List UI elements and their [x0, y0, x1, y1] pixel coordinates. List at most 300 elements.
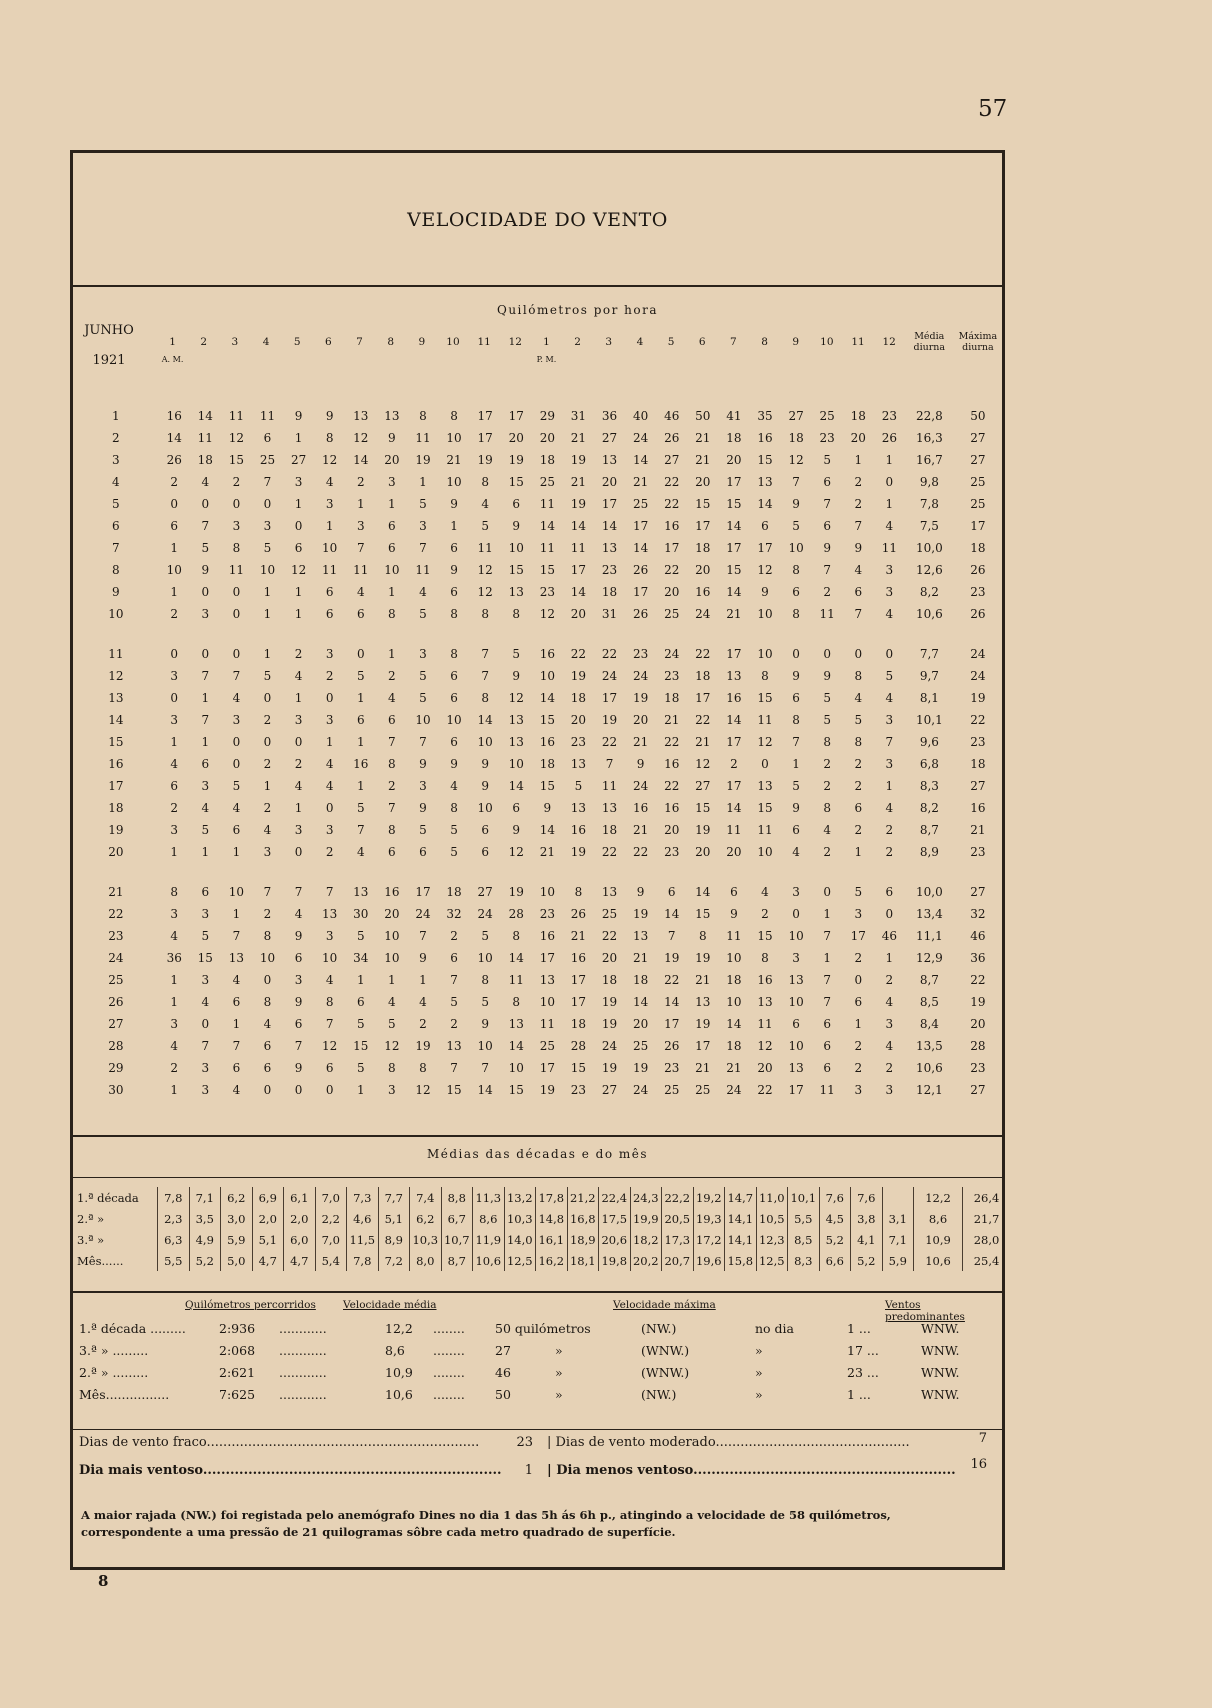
footnote: A maior rajada (NW.) foi registada pelo anemógrafo Dines no dia 1 das 5h ás 6h p., atingindo a velocidade de 58 quilómetros, correspondente a uma pressão de 21 quilogramas sôbre cada metro quadrado de superfície. [81, 1508, 891, 1539]
hour-subheader-cell [718, 353, 749, 365]
medias-top-rule [73, 1177, 1002, 1178]
hour-value-cell: 19 [570, 845, 587, 859]
media-diurna-cell: 8,1 [919, 691, 939, 705]
hour-value-cell: 32 [446, 907, 462, 921]
hour-value-cell: 6 [761, 519, 769, 533]
hour-value-cell: 6 [263, 1039, 272, 1053]
hour-value-cell: 16 [664, 757, 680, 771]
hour-value-cell: 21 [632, 951, 649, 965]
hour-value-cell: 9 [512, 669, 521, 683]
table-row [73, 1229, 1010, 1250]
hour-value-cell: 7 [325, 1017, 334, 1031]
hour-value-cell: 0 [294, 845, 303, 859]
hour-value-cell: 4 [885, 801, 894, 815]
hour-value-cell: 17 [726, 647, 742, 661]
day-cell: 9 [112, 585, 120, 599]
hour-value-cell: 21 [539, 845, 555, 859]
hour-value-cell: 12 [415, 1083, 431, 1097]
hour-value-cell: 4 [232, 1083, 241, 1097]
hour-value-cell: 5 [823, 713, 831, 727]
hour-value-cell: 1 [232, 1017, 241, 1031]
hour-subheader-cell: A. M. [161, 354, 184, 364]
hour-value-cell: 0 [170, 497, 179, 511]
hour-value-cell: 13 [757, 995, 773, 1009]
hour-value-cell: 0 [263, 973, 272, 987]
hour-value-cell: 13 [632, 929, 649, 943]
hour-value-cell: 6 [854, 801, 863, 815]
hour-value-cell: 29 [539, 409, 555, 423]
hour-value-cell: 36 [601, 409, 618, 423]
hour-value-cell: 7 [667, 929, 676, 943]
maxima-diurna-cell: 50 [970, 409, 986, 423]
hour-header-table [157, 331, 1002, 365]
maxima-diurna-cell: 22 [970, 713, 986, 727]
hour-value-cell: 6 [294, 951, 303, 965]
hour-value-cell: 15 [508, 563, 524, 577]
hour-value-cell: 16 [539, 929, 555, 943]
hour-value-cell: 1 [792, 757, 800, 771]
hour-value-cell: 2 [263, 801, 272, 815]
hour-value-cell: 6 [512, 801, 521, 815]
hour-value-cell: 1 [388, 647, 396, 661]
hour-value-cell: 1 [325, 519, 334, 533]
hour-value-cell: 10 [415, 713, 431, 727]
table-row [73, 925, 1002, 947]
hour-value-cell: 13 [508, 713, 524, 727]
hour-value-cell: 9 [481, 1017, 489, 1031]
hour-value-cell: 8 [574, 885, 583, 899]
hour-value-cell: 10 [726, 995, 742, 1009]
hour-value-cell: 9 [450, 563, 458, 577]
hour-value-cell: 18 [726, 973, 742, 987]
average-cell: 20,2 [630, 1250, 662, 1271]
hour-value-cell: 0 [232, 607, 241, 621]
hour-value-cell: 20 [601, 951, 618, 965]
hour-value-cell: 6 [356, 713, 365, 727]
hour-value-cell: 10 [477, 1039, 493, 1053]
hour-value-cell: 3 [170, 1017, 179, 1031]
hour-value-cell: 3 [885, 585, 894, 599]
ventos-header: Ventos predominantes [885, 1299, 965, 1323]
hour-value-cell: 18 [570, 691, 587, 705]
hour-value-cell: 1 [356, 735, 365, 749]
hour-value-cell: 17 [508, 409, 524, 423]
hour-value-cell: 11 [881, 541, 897, 555]
hour-value-cell: 4 [232, 801, 241, 815]
hour-value-cell: 21 [695, 735, 711, 749]
hour-value-cell: 2 [263, 713, 272, 727]
km-value: 2:621 [219, 1365, 256, 1380]
hour-value-cell: 3 [170, 907, 179, 921]
hour-value-cell: 2 [823, 845, 831, 859]
hour-value-cell: 17 [415, 885, 431, 899]
average-cell: 18,9 [567, 1229, 599, 1250]
hour-value-cell: 2 [823, 779, 831, 793]
hour-value-cell: 6 [232, 1061, 241, 1075]
hour-value-cell: 18 [601, 823, 618, 837]
hour-value-cell: 9 [636, 885, 645, 899]
hour-value-cell: 31 [570, 409, 587, 423]
maxima-diurna-cell: 27 [970, 453, 986, 467]
table-row [73, 969, 1002, 991]
media-diurna-cell: 8,2 [919, 585, 939, 599]
average-cell: 22,2 [662, 1187, 694, 1208]
hour-value-cell: 8 [761, 669, 769, 683]
hour-value-cell: 8 [388, 607, 396, 621]
hour-value-cell: 19 [695, 823, 711, 837]
average-cell: 20,5 [662, 1208, 694, 1229]
hour-value-cell: 2 [325, 669, 334, 683]
average-cell: 6,7 [441, 1208, 473, 1229]
hour-subheader-cell [219, 353, 250, 365]
table-row [73, 991, 1002, 1013]
hour-value-cell: 2 [854, 779, 863, 793]
hour-value-cell: 3 [325, 497, 334, 511]
hour-value-cell: 35 [757, 409, 773, 423]
hour-value-cell: 6 [885, 885, 894, 899]
hour-header-cell: 12 [882, 336, 896, 348]
table-row [73, 731, 1002, 753]
hour-value-cell: 11 [757, 1017, 773, 1031]
hour-value-cell: 9 [512, 519, 521, 533]
hour-value-cell: 7 [356, 823, 365, 837]
hour-value-cell: 20 [850, 431, 866, 445]
hour-value-cell: 17 [477, 431, 493, 445]
hour-value-cell: 8 [698, 929, 707, 943]
hour-value-cell: 25 [601, 907, 618, 921]
hour-value-cell: 14 [632, 453, 649, 467]
hour-value-cell: 4 [294, 669, 303, 683]
hour-value-cell: 2 [294, 647, 303, 661]
hour-subheader-cell [593, 353, 624, 365]
hour-value-cell: 2 [232, 475, 241, 489]
hour-value-cell: 3 [232, 519, 241, 533]
hour-value-cell: 11 [757, 713, 773, 727]
hour-value-cell: 7 [823, 929, 831, 943]
hour-value-cell: 27 [477, 885, 493, 899]
average-cell: 10,5 [756, 1208, 788, 1229]
hour-value-cell: 12 [228, 431, 245, 445]
hour-value-cell: 0 [170, 647, 179, 661]
hour-value-cell: 6 [388, 519, 396, 533]
hour-value-cell: 21 [570, 929, 587, 943]
average-cell: 18,1 [567, 1250, 599, 1271]
average-cell: 11,3 [473, 1187, 505, 1208]
table-row [73, 947, 1002, 969]
hour-value-cell: 16 [353, 757, 369, 771]
hour-value-cell: 1 [356, 973, 365, 987]
hour-value-cell: 20 [384, 453, 400, 467]
hour-value-cell: 11 [508, 973, 524, 987]
hour-value-cell: 1 [294, 691, 303, 705]
day-cell: 23 [108, 929, 124, 943]
hour-value-cell: 9 [792, 669, 800, 683]
maxima-diurna-cell: 23 [970, 735, 986, 749]
leader-dots: ........ [433, 1387, 465, 1402]
hour-value-cell: 22 [695, 713, 711, 727]
media-diurna-cell: 11,1 [916, 929, 943, 943]
average-cell: 12,5 [756, 1250, 788, 1271]
hour-value-cell: 16 [664, 519, 680, 533]
hour-value-cell: 14 [601, 519, 618, 533]
hour-value-cell: 5 [356, 669, 365, 683]
hour-value-cell: 10 [166, 563, 182, 577]
hour-value-cell: 8 [512, 995, 521, 1009]
hour-value-cell: 14 [726, 519, 742, 533]
hour-value-cell: 15 [726, 497, 742, 511]
hour-value-cell: 7 [450, 1061, 458, 1075]
hour-value-cell: 19 [601, 1061, 618, 1075]
media-value: 8,6 [385, 1343, 405, 1358]
dia-menos-label: | Dia menos ventoso.......................................................... [547, 1463, 956, 1478]
day-cell: 7 [112, 541, 120, 555]
hour-value-cell: 18 [446, 885, 462, 899]
hour-value-cell: 4 [854, 691, 863, 705]
hour-value-cell: 2 [294, 757, 303, 771]
hour-value-cell: 15 [757, 453, 773, 467]
hour-value-cell: 0 [885, 647, 894, 661]
decade-media-cell: 8,6 [914, 1208, 963, 1229]
average-cell: 2,0 [252, 1208, 284, 1229]
hour-value-cell: 10 [757, 607, 773, 621]
media-diurna-cell: 8,7 [919, 973, 939, 987]
hour-value-cell: 20 [695, 475, 711, 489]
hour-value-cell: 19 [632, 907, 649, 921]
hour-header-cell: 7 [730, 336, 737, 348]
km-value: 2:936 [219, 1321, 256, 1336]
hour-value-cell: 1 [294, 585, 303, 599]
average-cell: 2,0 [284, 1208, 316, 1229]
hour-value-cell: 7 [823, 995, 831, 1009]
hour-value-cell: 15 [228, 453, 245, 467]
hour-value-cell: 5 [356, 1061, 365, 1075]
hour-value-cell: 12 [384, 1039, 400, 1053]
hour-value-cell: 1 [263, 647, 272, 661]
hour-value-cell: 0 [263, 691, 272, 705]
hour-value-cell: 1 [263, 779, 272, 793]
day-cell: 8 [112, 563, 120, 577]
hour-subheader-cell [656, 353, 687, 365]
hour-value-cell: 6 [170, 519, 179, 533]
hour-value-cell: 7 [854, 607, 863, 621]
hour-value-cell: 5 [481, 929, 489, 943]
hour-value-cell: 4 [419, 995, 427, 1009]
hour-value-cell: 0 [232, 497, 241, 511]
hour-value-cell: 3 [263, 845, 272, 859]
decade-max-cell: 28,0 [963, 1229, 1011, 1250]
average-cell: 19,6 [693, 1250, 725, 1271]
maxima-diurna-cell: 16 [970, 801, 986, 815]
maxima-diurna-cell: 27 [970, 431, 986, 445]
hour-value-cell: 6 [356, 607, 365, 621]
hour-value-cell: 10 [446, 713, 462, 727]
hour-value-cell: 2 [854, 497, 863, 511]
hour-value-cell: 4 [388, 691, 396, 705]
hour-value-cell: 25 [259, 453, 276, 467]
hour-value-cell: 23 [664, 1061, 680, 1075]
hour-value-cell: 14 [508, 1039, 524, 1053]
medias-divider [73, 1135, 1002, 1137]
hour-header-cell: 5 [293, 336, 301, 348]
vento-value: WNW. [921, 1343, 960, 1358]
day-cell: 6 [112, 519, 120, 533]
average-cell: 11,5 [347, 1229, 379, 1250]
hour-value-cell: 17 [757, 541, 773, 555]
hour-value-cell: 14 [757, 497, 773, 511]
day-cell: 20 [108, 845, 124, 859]
hour-value-cell: 8 [823, 735, 831, 749]
table-row [73, 753, 1002, 775]
media-value: 10,6 [385, 1387, 413, 1402]
hour-value-cell: 7 [419, 541, 427, 555]
hour-value-cell: 22 [664, 563, 680, 577]
hour-value-cell: 14 [539, 691, 555, 705]
average-cell: 6,3 [158, 1229, 190, 1250]
hour-value-cell: 22 [601, 929, 618, 943]
media-diurna-cell: 10,0 [916, 885, 943, 899]
media-diurna-cell: 7,5 [919, 519, 939, 533]
hour-value-cell: 13 [508, 735, 524, 749]
average-cell: 21,2 [567, 1187, 599, 1208]
hour-value-cell: 5 [419, 497, 427, 511]
hour-value-cell: 2 [730, 757, 738, 771]
average-cell [882, 1187, 914, 1208]
hour-value-cell: 1 [854, 1017, 863, 1031]
hour-value-cell: 6 [388, 845, 396, 859]
hour-value-cell: 4 [325, 757, 334, 771]
hour-value-cell: 25 [664, 607, 680, 621]
hour-value-cell: 5 [450, 823, 458, 837]
hour-value-cell: 14 [632, 541, 649, 555]
hour-value-cell: 12 [695, 757, 711, 771]
maxima-diurna-cell: 17 [970, 519, 986, 533]
signature-mark: 8 [98, 1572, 109, 1590]
hour-value-cell: 27 [788, 409, 804, 423]
hour-value-cell: 4 [885, 519, 894, 533]
day-cell: 25 [108, 973, 124, 987]
maxima-diurna-cell: 23 [970, 1061, 986, 1075]
hour-value-cell: 15 [539, 563, 555, 577]
day-cell: 16 [108, 757, 124, 771]
hour-value-cell: 13 [446, 1039, 462, 1053]
hour-value-cell: 0 [294, 735, 303, 749]
hour-value-cell: 24 [726, 1083, 742, 1097]
hour-value-cell: 11 [539, 541, 555, 555]
hour-value-cell: 23 [539, 585, 555, 599]
table-row [73, 665, 1002, 687]
hour-value-cell: 22 [664, 475, 680, 489]
media-diurna-cell: 8,5 [919, 995, 939, 1009]
hour-value-cell: 11 [415, 431, 431, 445]
hour-value-cell: 1 [854, 845, 863, 859]
summary-label: 2.ª » ......... [79, 1365, 149, 1380]
hour-value-cell: 14 [726, 585, 742, 599]
hour-header-cell: 9 [792, 336, 800, 348]
day-cell: 26 [108, 995, 124, 1009]
hour-value-cell: 6 [450, 669, 458, 683]
hour-value-cell: 6 [419, 845, 427, 859]
hour-value-cell: 46 [881, 929, 897, 943]
hour-value-cell: 8 [823, 801, 831, 815]
average-cell: 4,9 [189, 1229, 221, 1250]
hour-value-cell: 1 [294, 497, 303, 511]
hour-value-cell: 24 [632, 1083, 649, 1097]
hour-value-cell: 20 [539, 431, 555, 445]
hour-value-cell: 5 [574, 779, 583, 793]
maxima-diurna-cell: 21 [970, 823, 986, 837]
average-cell: 17,8 [536, 1187, 568, 1208]
hour-value-cell: 24 [632, 431, 649, 445]
average-cell: 5,4 [315, 1250, 347, 1271]
hour-value-cell: 22 [664, 735, 680, 749]
hour-value-cell: 8 [792, 563, 800, 577]
hour-value-cell: 4 [885, 607, 894, 621]
hour-value-cell: 6 [388, 713, 396, 727]
hour-value-cell: 28 [508, 907, 524, 921]
hour-value-cell: 4 [823, 823, 831, 837]
decade-max-cell: 21,7 [963, 1208, 1011, 1229]
hour-value-cell: 16 [695, 585, 711, 599]
hour-header-cell: 3 [605, 336, 613, 348]
day-cell: 28 [108, 1039, 124, 1053]
hour-value-cell: 12 [788, 453, 804, 467]
hour-subheader-cell [437, 353, 468, 365]
hour-value-cell: 7 [854, 519, 863, 533]
hour-subheader-cell [842, 353, 873, 365]
hour-value-cell: 8 [388, 1061, 396, 1075]
hour-value-cell: 20 [664, 823, 680, 837]
hour-value-cell: 9 [201, 563, 210, 577]
hour-value-cell: 11 [539, 497, 555, 511]
table-row [73, 881, 1002, 903]
hour-value-cell: 24 [601, 1039, 618, 1053]
hour-value-cell: 6 [325, 1061, 334, 1075]
table-row [73, 1057, 1002, 1079]
hour-subheader-cell [406, 353, 437, 365]
hour-value-cell: 12 [353, 431, 369, 445]
hour-header-cell: 2 [200, 336, 208, 348]
hour-value-cell: 1 [294, 801, 303, 815]
leader-dots: ............ [279, 1343, 327, 1358]
table-row [73, 427, 1002, 449]
hour-value-cell: 1 [885, 779, 894, 793]
average-cell: 4,5 [819, 1208, 851, 1229]
max-value: 50 quilómetros [495, 1321, 591, 1336]
hour-value-cell: 1 [325, 735, 334, 749]
hour-value-cell: 19 [539, 1083, 555, 1097]
average-cell: 7,3 [347, 1187, 379, 1208]
hour-value-cell: 8 [481, 973, 489, 987]
maxima-diurna-cell: 28 [970, 1039, 986, 1053]
hour-value-cell: 1 [356, 691, 365, 705]
hour-value-cell: 6 [512, 497, 521, 511]
km-value: 2:068 [219, 1343, 256, 1358]
hour-value-cell: 18 [632, 973, 649, 987]
hour-value-cell: 14 [539, 823, 555, 837]
average-cell: 13,2 [504, 1187, 536, 1208]
hour-value-cell: 18 [726, 1039, 742, 1053]
hour-value-cell: 3 [356, 519, 365, 533]
media-diurna-cell: 10,6 [916, 1061, 943, 1075]
hour-value-cell: 10 [757, 845, 773, 859]
hour-value-cell: 6 [263, 1061, 272, 1075]
average-cell: 17,2 [693, 1229, 725, 1250]
hour-value-cell: 6 [356, 995, 365, 1009]
hour-value-cell: 3 [885, 1017, 894, 1031]
hour-value-cell: 9 [419, 757, 427, 771]
hour-value-cell: 9 [854, 541, 863, 555]
hour-value-cell: 4 [232, 973, 241, 987]
